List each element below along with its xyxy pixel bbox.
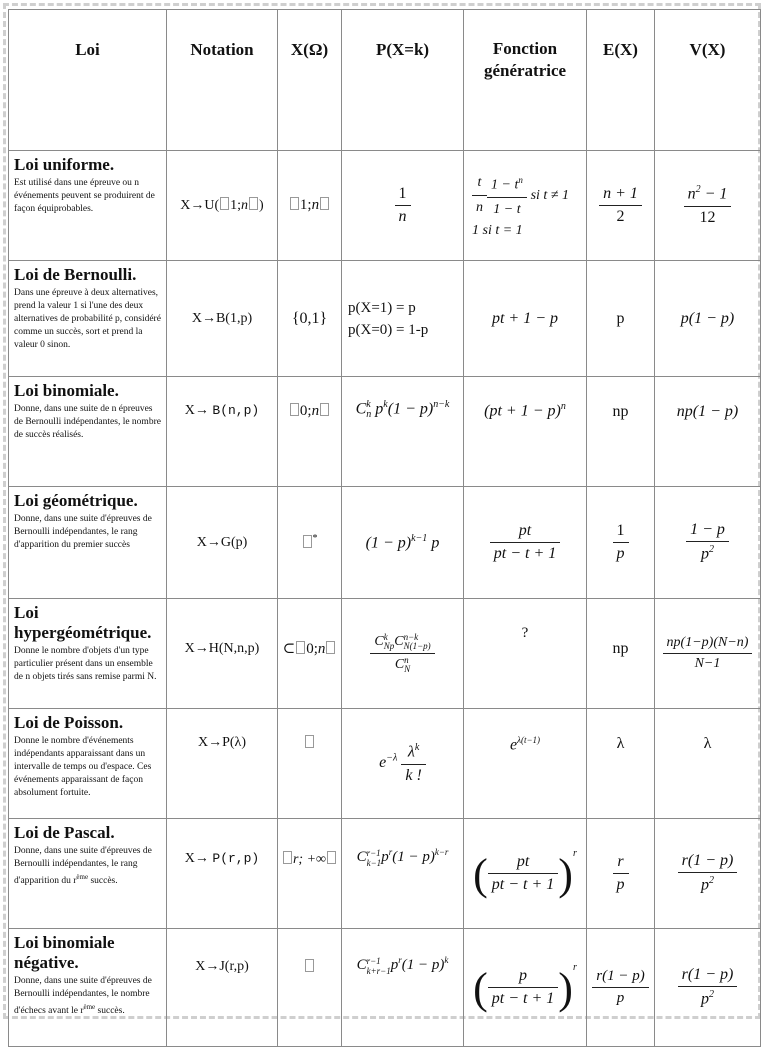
loi-description: Donne, dans une suite d'épreuves de Bernoulli indépendantes, le rang d'apparition du premier succès bbox=[14, 514, 152, 550]
pmf-rest-exp: k bbox=[444, 955, 449, 965]
pgf-cell: pt + 1 − p bbox=[464, 261, 587, 377]
pmf-c-sub: k+r−1 bbox=[366, 965, 391, 976]
pgf-exp: n bbox=[560, 401, 566, 412]
desc-part-a: Donne, dans une suite d'épreuves de Bernoulli indépendantes, le nombre d'échecs avant le r bbox=[14, 976, 152, 1017]
pmf-cell bbox=[342, 151, 464, 261]
desc-sup: ème bbox=[83, 1003, 96, 1011]
mean-num: r bbox=[613, 853, 629, 874]
variance-cell bbox=[655, 929, 761, 1047]
probability-laws-table bbox=[8, 9, 761, 1047]
naturals-symbol-icon bbox=[305, 959, 314, 972]
mean-cell: np bbox=[587, 599, 655, 709]
pgf-n: n bbox=[476, 199, 483, 215]
pgf-num: 1 − t bbox=[491, 177, 519, 193]
pmf-cell bbox=[342, 599, 464, 709]
loi-description: Dans une épreuve à deux alternatives, prend la valeur 1 si l'une des deux alternatives de probabilité p, considéré comme un succès, sort et prend la valeur 0 sinon. bbox=[14, 288, 161, 350]
support-cell bbox=[278, 929, 342, 1047]
pgf-cell bbox=[464, 709, 587, 819]
var-num: r(1 − p) bbox=[678, 852, 738, 873]
var-num-exp: 2 bbox=[695, 184, 701, 196]
table-row bbox=[9, 487, 761, 599]
mean-cell: λ bbox=[587, 709, 655, 819]
support-mid: 1; bbox=[299, 197, 312, 213]
support-value: r; +∞ bbox=[292, 852, 327, 867]
loi-name: Loi géométrique. bbox=[14, 491, 138, 510]
table-row bbox=[9, 599, 761, 709]
header-loi: Loi bbox=[9, 10, 167, 151]
pmf-den: n bbox=[398, 208, 407, 225]
loi-cell bbox=[9, 819, 167, 929]
support-cell bbox=[278, 709, 342, 819]
pgf-fraction bbox=[488, 967, 558, 1008]
var-den: N−1 bbox=[694, 656, 721, 671]
mean-fraction bbox=[613, 522, 629, 563]
loi-description bbox=[14, 845, 162, 888]
interval-bracket-icon bbox=[320, 403, 329, 416]
notation-cell bbox=[167, 151, 278, 261]
pgf-case-2: 1 si t = 1 bbox=[472, 223, 523, 239]
interval-bracket-icon bbox=[249, 197, 258, 210]
loi-cell bbox=[9, 151, 167, 261]
variance-cell: np(1 − p) bbox=[655, 377, 761, 487]
pgf-cell bbox=[464, 819, 587, 929]
notation-cell: X→H(N,n,p) bbox=[167, 599, 278, 709]
loi-name: Loi binomiale. bbox=[14, 381, 119, 400]
pgf-num: p bbox=[488, 967, 558, 988]
mean-den: 2 bbox=[616, 208, 625, 225]
notation-cell bbox=[167, 377, 278, 487]
pmf-rest: (1 − p) bbox=[387, 400, 434, 418]
pmf-cell bbox=[342, 929, 464, 1047]
pgf-e: e bbox=[509, 736, 518, 754]
pmf-fraction bbox=[395, 185, 411, 226]
header-pmf: P(X=k) bbox=[342, 10, 464, 151]
pgf-exp: r bbox=[572, 961, 577, 973]
loi-description: Donne le nombre d'événements indépendants apparaissant dans un intervalle de temps ou d'espace. Ces événements apparaissant de façon absolument fortuite. bbox=[14, 736, 152, 798]
pgf-num: pt bbox=[490, 522, 560, 543]
var-den-exp: 2 bbox=[708, 544, 714, 556]
pgf-cell: ? bbox=[464, 599, 587, 709]
header-pgf-line1: Fonction bbox=[492, 39, 558, 58]
pmf-rest-exp: n−k bbox=[433, 399, 450, 410]
pmf-num: 1 bbox=[395, 185, 411, 206]
loi-name-line-2: négative. bbox=[14, 953, 79, 972]
desc-part-b: succès. bbox=[88, 876, 118, 887]
pmf-c-sub: k−1 bbox=[366, 857, 382, 868]
interval-bracket-icon bbox=[296, 641, 305, 654]
loi-description: Est utilisé dans une épreuve ou n événements peuvent se produirent de façon équiprobables. bbox=[14, 178, 155, 214]
support-exp: * bbox=[312, 533, 318, 544]
support-cell: {0,1} bbox=[278, 261, 342, 377]
pmf-den: C bbox=[394, 657, 405, 673]
pmf-c: C bbox=[355, 400, 367, 418]
pmf-base: (1 − p) bbox=[365, 534, 412, 552]
mean-num: n + 1 bbox=[599, 185, 642, 206]
table-row bbox=[9, 819, 761, 929]
notation-prefix: X→ bbox=[184, 851, 213, 866]
header-row bbox=[9, 10, 761, 151]
notation-code: P(r,p) bbox=[212, 851, 260, 866]
pmf-line-2: p(X=0) = 1-p bbox=[348, 321, 429, 338]
pgf-frac-a bbox=[472, 173, 487, 218]
pmf-cell bbox=[342, 377, 464, 487]
notation-cell: X→J(r,p) bbox=[167, 929, 278, 1047]
notation-suffix: ) bbox=[259, 198, 264, 213]
variance-fraction bbox=[678, 966, 738, 1008]
notation-cell: X→G(p) bbox=[167, 487, 278, 599]
pmf-p-exp: r bbox=[398, 955, 402, 965]
table-row bbox=[9, 929, 761, 1047]
support-cell bbox=[278, 377, 342, 487]
loi-name: Loi de Bernoulli. bbox=[14, 265, 137, 284]
mean-cell bbox=[587, 487, 655, 599]
pmf-e: e bbox=[379, 754, 387, 772]
header-mean: E(X) bbox=[587, 10, 655, 151]
pmf-cell bbox=[342, 819, 464, 929]
notation-code: B(n,p) bbox=[212, 403, 260, 418]
desc-part-a: Donne, dans une suite d'épreuves de Bernoulli indépendantes, le rang d'apparition du r bbox=[14, 846, 152, 887]
header-pgf bbox=[464, 10, 587, 151]
pgf-cell bbox=[464, 151, 587, 261]
mean-num: 1 bbox=[613, 522, 629, 543]
notation-cell: X→B(1,p) bbox=[167, 261, 278, 377]
header-pgf-line2: génératrice bbox=[483, 61, 567, 80]
pmf-den-sup: n bbox=[404, 655, 409, 665]
variance-cell bbox=[655, 487, 761, 599]
pmf-cell bbox=[342, 487, 464, 599]
var-den-exp: 2 bbox=[709, 989, 714, 1001]
var-den-exp: 2 bbox=[709, 875, 714, 887]
loi-name: Loi de Poisson. bbox=[14, 713, 124, 732]
loi-cell bbox=[9, 377, 167, 487]
pmf-p: p bbox=[381, 849, 389, 865]
pmf-line-1: p(X=1) = p bbox=[348, 299, 416, 316]
support-prefix: ⊂ bbox=[282, 641, 296, 657]
notation-prefix: X→ bbox=[184, 403, 213, 418]
loi-cell bbox=[9, 929, 167, 1047]
loi-name-line-2: hypergéométrique. bbox=[14, 623, 152, 642]
interval-bracket-icon bbox=[220, 197, 229, 210]
variance-cell bbox=[655, 151, 761, 261]
variance-fraction bbox=[678, 852, 738, 894]
var-num: 1 − p bbox=[686, 521, 729, 542]
pmf-exp: k−1 bbox=[411, 532, 428, 544]
notation-mid: 1; bbox=[230, 198, 242, 213]
mean-den: p bbox=[616, 876, 625, 893]
pgf-den: pt − t + 1 bbox=[491, 876, 555, 894]
loi-cell bbox=[9, 709, 167, 819]
pmf-p: p bbox=[390, 957, 399, 973]
naturals-symbol-icon bbox=[303, 535, 312, 548]
interval-bracket-icon bbox=[290, 197, 299, 210]
pgf-cell bbox=[464, 377, 587, 487]
loi-name-line-1: Loi binomiale bbox=[14, 933, 115, 952]
pgf-t: t bbox=[472, 173, 487, 196]
mean-fraction bbox=[599, 185, 642, 226]
interval-bracket-icon bbox=[290, 403, 299, 416]
pgf-cell bbox=[464, 929, 587, 1047]
mean-cell: np bbox=[587, 377, 655, 487]
pgf-den: pt − t + 1 bbox=[491, 990, 555, 1008]
interval-bracket-icon bbox=[327, 851, 336, 864]
var-den: p bbox=[701, 876, 709, 894]
pmf-c-sup: r−1 bbox=[366, 955, 381, 966]
mean-cell bbox=[587, 819, 655, 929]
pgf-num-exp: n bbox=[518, 174, 523, 185]
variance-fraction bbox=[663, 635, 753, 672]
pmf-num-exp: k bbox=[414, 742, 420, 754]
interval-bracket-icon bbox=[326, 641, 335, 654]
pmf-num: λ bbox=[407, 743, 415, 761]
variance-cell: p(1 − p) bbox=[655, 261, 761, 377]
pgf-condition: si t ≠ 1 bbox=[530, 187, 570, 203]
var-num: n bbox=[687, 185, 696, 203]
pgf-num: pt bbox=[488, 853, 558, 874]
variance-fraction bbox=[684, 184, 732, 226]
pmf-fraction bbox=[401, 742, 425, 784]
paren-open: ( bbox=[473, 963, 488, 1013]
loi-name: Loi uniforme. bbox=[14, 155, 115, 174]
pgf-frac-b bbox=[487, 170, 527, 221]
pgf-den: pt − t + 1 bbox=[493, 545, 557, 562]
var-den: p bbox=[701, 990, 709, 1008]
notation-cell bbox=[167, 819, 278, 929]
pgf-fraction bbox=[488, 853, 558, 894]
support-n: n bbox=[317, 641, 326, 657]
pmf-c-sup: r−1 bbox=[366, 847, 381, 858]
loi-description: Donne, dans une suite de n épreuves de Bernoulli indépendantes, le nombre de succès réalisés. bbox=[14, 404, 161, 440]
table-row bbox=[9, 151, 761, 261]
mean-cell bbox=[587, 151, 655, 261]
pmf-num-a-sup: k bbox=[383, 632, 388, 642]
variance-cell bbox=[655, 599, 761, 709]
table-row bbox=[9, 261, 761, 377]
pmf-c-sup: k bbox=[366, 398, 371, 410]
mean-den: p bbox=[616, 990, 625, 1006]
pmf-p: p bbox=[375, 400, 384, 418]
support-n: n bbox=[311, 403, 320, 419]
loi-cell bbox=[9, 261, 167, 377]
pmf-num-b: C bbox=[394, 634, 404, 650]
pmf-p-exp: r bbox=[388, 847, 393, 857]
mean-den: p bbox=[616, 545, 625, 562]
loi-cell bbox=[9, 487, 167, 599]
paren-open: ( bbox=[473, 849, 488, 899]
pmf-rest: (1 − p) bbox=[392, 849, 435, 865]
pmf-rest-exp: k−r bbox=[434, 847, 449, 857]
mean-cell bbox=[587, 929, 655, 1047]
header-variance: V(X) bbox=[655, 10, 761, 151]
pgf-exp: λ(t−1) bbox=[517, 735, 541, 745]
table-row bbox=[9, 377, 761, 487]
variance-fraction bbox=[686, 521, 729, 563]
loi-description bbox=[14, 975, 162, 1018]
pmf-rest: p bbox=[431, 534, 440, 552]
var-num-rest: − 1 bbox=[700, 185, 728, 203]
support-mid: 0; bbox=[306, 641, 318, 657]
paren-close: ) bbox=[558, 963, 573, 1013]
pmf-p-exp: k bbox=[383, 399, 388, 410]
var-num: np(1−p)(N−n) bbox=[663, 635, 753, 654]
pgf-cell bbox=[464, 487, 587, 599]
loi-name-line-1: Loi bbox=[14, 603, 39, 622]
paren-close: ) bbox=[558, 849, 573, 899]
pmf-c: C bbox=[356, 849, 367, 865]
mean-cell: p bbox=[587, 261, 655, 377]
loi-description: Donne le nombre d'objets d'un type particulier présent dans un ensemble de n objets tirés sans remise parmi N. bbox=[14, 646, 157, 682]
table-row bbox=[9, 709, 761, 819]
pmf-rest: (1 − p) bbox=[401, 957, 445, 973]
pgf-den: 1 − t bbox=[493, 202, 521, 218]
pmf-c: C bbox=[356, 957, 367, 973]
pmf-num-b-sub: N(1−p) bbox=[403, 641, 431, 651]
support-mid: 0; bbox=[299, 403, 312, 419]
pmf-fraction bbox=[370, 633, 434, 674]
support-cell bbox=[278, 151, 342, 261]
pmf-c-sub: n bbox=[366, 408, 372, 420]
var-num: r(1 − p) bbox=[678, 966, 738, 987]
desc-sup: ème bbox=[76, 873, 89, 881]
interval-bracket-icon bbox=[283, 851, 292, 864]
pmf-cell bbox=[342, 261, 464, 377]
pgf-base: (pt + 1 − p) bbox=[484, 402, 561, 420]
pmf-num-a-sub: Np bbox=[383, 641, 395, 651]
loi-name: Loi de Pascal. bbox=[14, 823, 115, 842]
var-den: p bbox=[700, 545, 709, 563]
notation-cell: X→P(λ) bbox=[167, 709, 278, 819]
pgf-fraction bbox=[490, 522, 560, 563]
desc-part-b: succès. bbox=[95, 1006, 125, 1017]
mean-num: r(1 − p) bbox=[592, 968, 648, 988]
interval-bracket-icon bbox=[320, 197, 329, 210]
mean-fraction bbox=[592, 968, 648, 1007]
support-cell bbox=[278, 819, 342, 929]
variance-cell: λ bbox=[655, 709, 761, 819]
pmf-e-exp: −λ bbox=[386, 752, 398, 764]
header-support: X(Ω) bbox=[278, 10, 342, 151]
notation-prefix: X→U( bbox=[180, 198, 220, 213]
naturals-symbol-icon bbox=[305, 735, 314, 748]
pmf-den-sub: N bbox=[404, 664, 411, 674]
loi-cell bbox=[9, 599, 167, 709]
pmf-num-a: C bbox=[374, 634, 384, 650]
pgf-exp: r bbox=[572, 847, 577, 859]
support-cell bbox=[278, 487, 342, 599]
variance-cell bbox=[655, 819, 761, 929]
pmf-num-b-sup: n−k bbox=[403, 632, 419, 642]
pmf-den: k ! bbox=[405, 766, 422, 784]
pmf-cell bbox=[342, 709, 464, 819]
support-cell bbox=[278, 599, 342, 709]
header-notation: Notation bbox=[167, 10, 278, 151]
support-n: n bbox=[311, 197, 320, 213]
notation-n: n bbox=[241, 198, 249, 213]
var-den: 12 bbox=[699, 208, 716, 226]
mean-fraction bbox=[613, 853, 629, 894]
